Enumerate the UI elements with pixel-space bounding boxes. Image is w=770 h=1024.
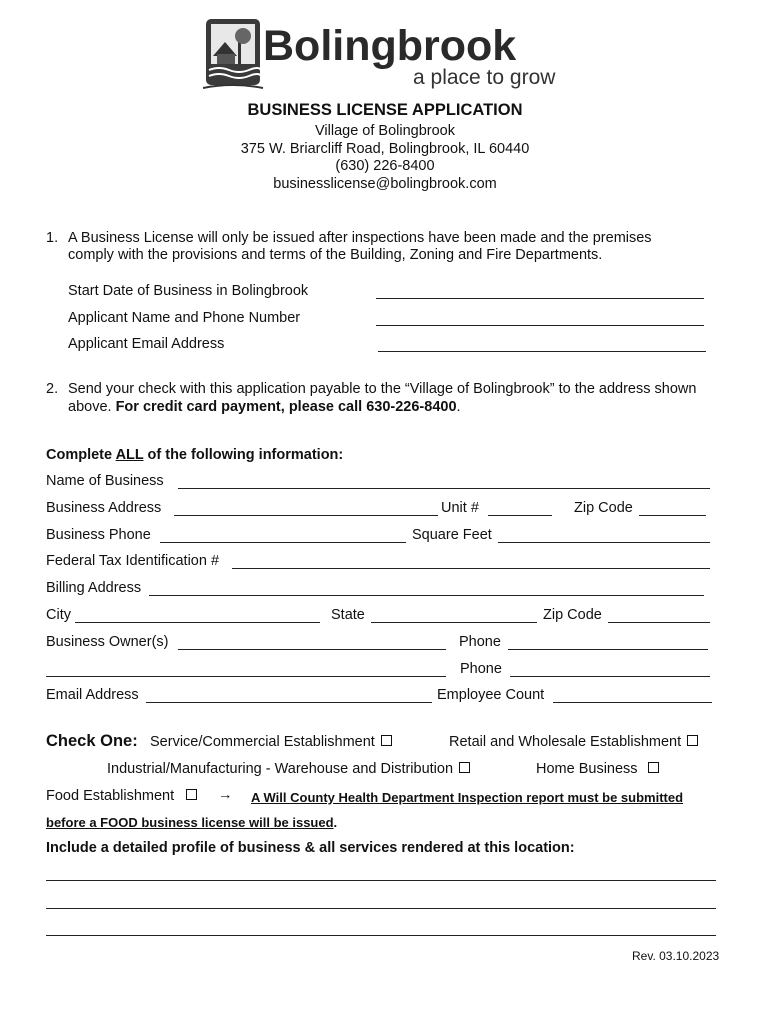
logo-emblem-icon bbox=[203, 19, 263, 88]
name-of-business-field[interactable] bbox=[178, 488, 710, 489]
profile-line-2[interactable] bbox=[46, 908, 716, 909]
revision-date: Rev. 03.10.2023 bbox=[632, 949, 720, 963]
item1-line1: A Business License will only be issued after inspections have been made and the premises bbox=[68, 230, 652, 246]
profile-heading: Include a detailed profile of business & all services rendered at this location: bbox=[46, 840, 575, 856]
square-feet-label: Square Feet bbox=[412, 527, 492, 543]
city-label: City bbox=[46, 607, 71, 623]
item1-number: 1. bbox=[46, 230, 59, 246]
unit-label: Unit # bbox=[441, 500, 479, 516]
applicant-name-label: Applicant Name and Phone Number bbox=[68, 310, 301, 326]
unit-field[interactable] bbox=[488, 515, 552, 516]
billing-address-field[interactable] bbox=[149, 595, 704, 596]
retail-checkbox[interactable] bbox=[687, 735, 698, 746]
logo-wordmark: Bolingbrook bbox=[263, 22, 517, 70]
profile-line-1[interactable] bbox=[46, 880, 716, 881]
food-note-line2: before a FOOD business license will be issued. bbox=[46, 815, 338, 830]
business-owners-label: Business Owner(s) bbox=[46, 634, 169, 650]
federal-tax-field[interactable] bbox=[232, 568, 710, 569]
phone-2-field[interactable] bbox=[510, 676, 710, 677]
option-home[interactable]: Home Business bbox=[536, 761, 659, 777]
start-date-field[interactable] bbox=[376, 298, 704, 299]
option-service[interactable]: Service/Commercial Establishment bbox=[150, 734, 392, 750]
check-one-label: Check One: bbox=[46, 732, 138, 750]
phone-2-label: Phone bbox=[460, 661, 502, 677]
food-note-line1: A Will County Health Department Inspection report must be submitted bbox=[251, 790, 684, 805]
phone-field[interactable] bbox=[508, 649, 708, 650]
name-of-business-label: Name of Business bbox=[46, 473, 164, 489]
item2-line2: above. For credit card payment, please call 630-226-8400. bbox=[68, 399, 461, 415]
start-date-label: Start Date of Business in Bolingbrook bbox=[68, 283, 309, 299]
industrial-checkbox[interactable] bbox=[459, 762, 470, 773]
state-label: State bbox=[331, 607, 365, 623]
org-email: businesslicense@bolingbrook.com bbox=[273, 176, 497, 192]
business-phone-field[interactable] bbox=[160, 542, 406, 543]
item1-line2: comply with the provisions and terms of the Building, Zoning and Fire Departments. bbox=[68, 247, 603, 263]
employee-count-label: Employee Count bbox=[437, 687, 545, 703]
complete-all-heading: Complete ALL of the following information: bbox=[46, 447, 344, 463]
applicant-email-label: Applicant Email Address bbox=[68, 336, 225, 352]
city-field[interactable] bbox=[75, 622, 320, 623]
applicant-name-field[interactable] bbox=[376, 325, 704, 326]
item2-line1: Send your check with this application payable to the “Village of Bolingbrook” to the address shown bbox=[68, 381, 697, 397]
billing-address-label: Billing Address bbox=[46, 580, 142, 596]
food-checkbox[interactable] bbox=[186, 789, 197, 800]
phone-label: Phone bbox=[459, 634, 501, 650]
federal-tax-label: Federal Tax Identification # bbox=[46, 553, 220, 569]
business-owners-field-2[interactable] bbox=[46, 676, 446, 677]
option-food[interactable]: Food Establishment bbox=[46, 788, 197, 804]
org-name: Village of Bolingbrook bbox=[315, 123, 455, 139]
email-address-label: Email Address bbox=[46, 687, 139, 703]
applicant-email-field[interactable] bbox=[378, 351, 706, 352]
profile-line-3[interactable] bbox=[46, 935, 716, 936]
business-address-label: Business Address bbox=[46, 500, 162, 516]
state-field[interactable] bbox=[371, 622, 537, 623]
square-feet-field[interactable] bbox=[498, 542, 710, 543]
home-checkbox[interactable] bbox=[648, 762, 659, 773]
org-phone: (630) 226-8400 bbox=[335, 158, 435, 174]
business-address-field[interactable] bbox=[174, 515, 438, 516]
logo-tagline: a place to grow bbox=[413, 66, 556, 89]
zip-code-label: Zip Code bbox=[574, 500, 633, 516]
business-phone-label: Business Phone bbox=[46, 527, 151, 543]
credit-card-note: For credit card payment, please call 630-226-8400 bbox=[115, 399, 457, 415]
email-address-field[interactable] bbox=[146, 702, 432, 703]
item2-number: 2. bbox=[46, 381, 59, 397]
arrow-icon: → bbox=[218, 787, 233, 803]
zip-code-2-label: Zip Code bbox=[543, 607, 602, 623]
service-checkbox[interactable] bbox=[381, 735, 392, 746]
zip-code-2-field[interactable] bbox=[608, 622, 710, 623]
option-retail[interactable]: Retail and Wholesale Establishment bbox=[449, 734, 698, 750]
org-address: 375 W. Briarcliff Road, Bolingbrook, IL 60440 bbox=[240, 141, 530, 157]
employee-count-field[interactable] bbox=[553, 702, 712, 703]
option-industrial[interactable]: Industrial/Manufacturing - Warehouse and Distribution bbox=[107, 761, 470, 777]
business-owners-field[interactable] bbox=[178, 649, 446, 650]
page-title: BUSINESS LICENSE APPLICATION bbox=[247, 101, 523, 119]
bolingbrook-logo bbox=[203, 16, 573, 92]
zip-code-field[interactable] bbox=[639, 515, 706, 516]
